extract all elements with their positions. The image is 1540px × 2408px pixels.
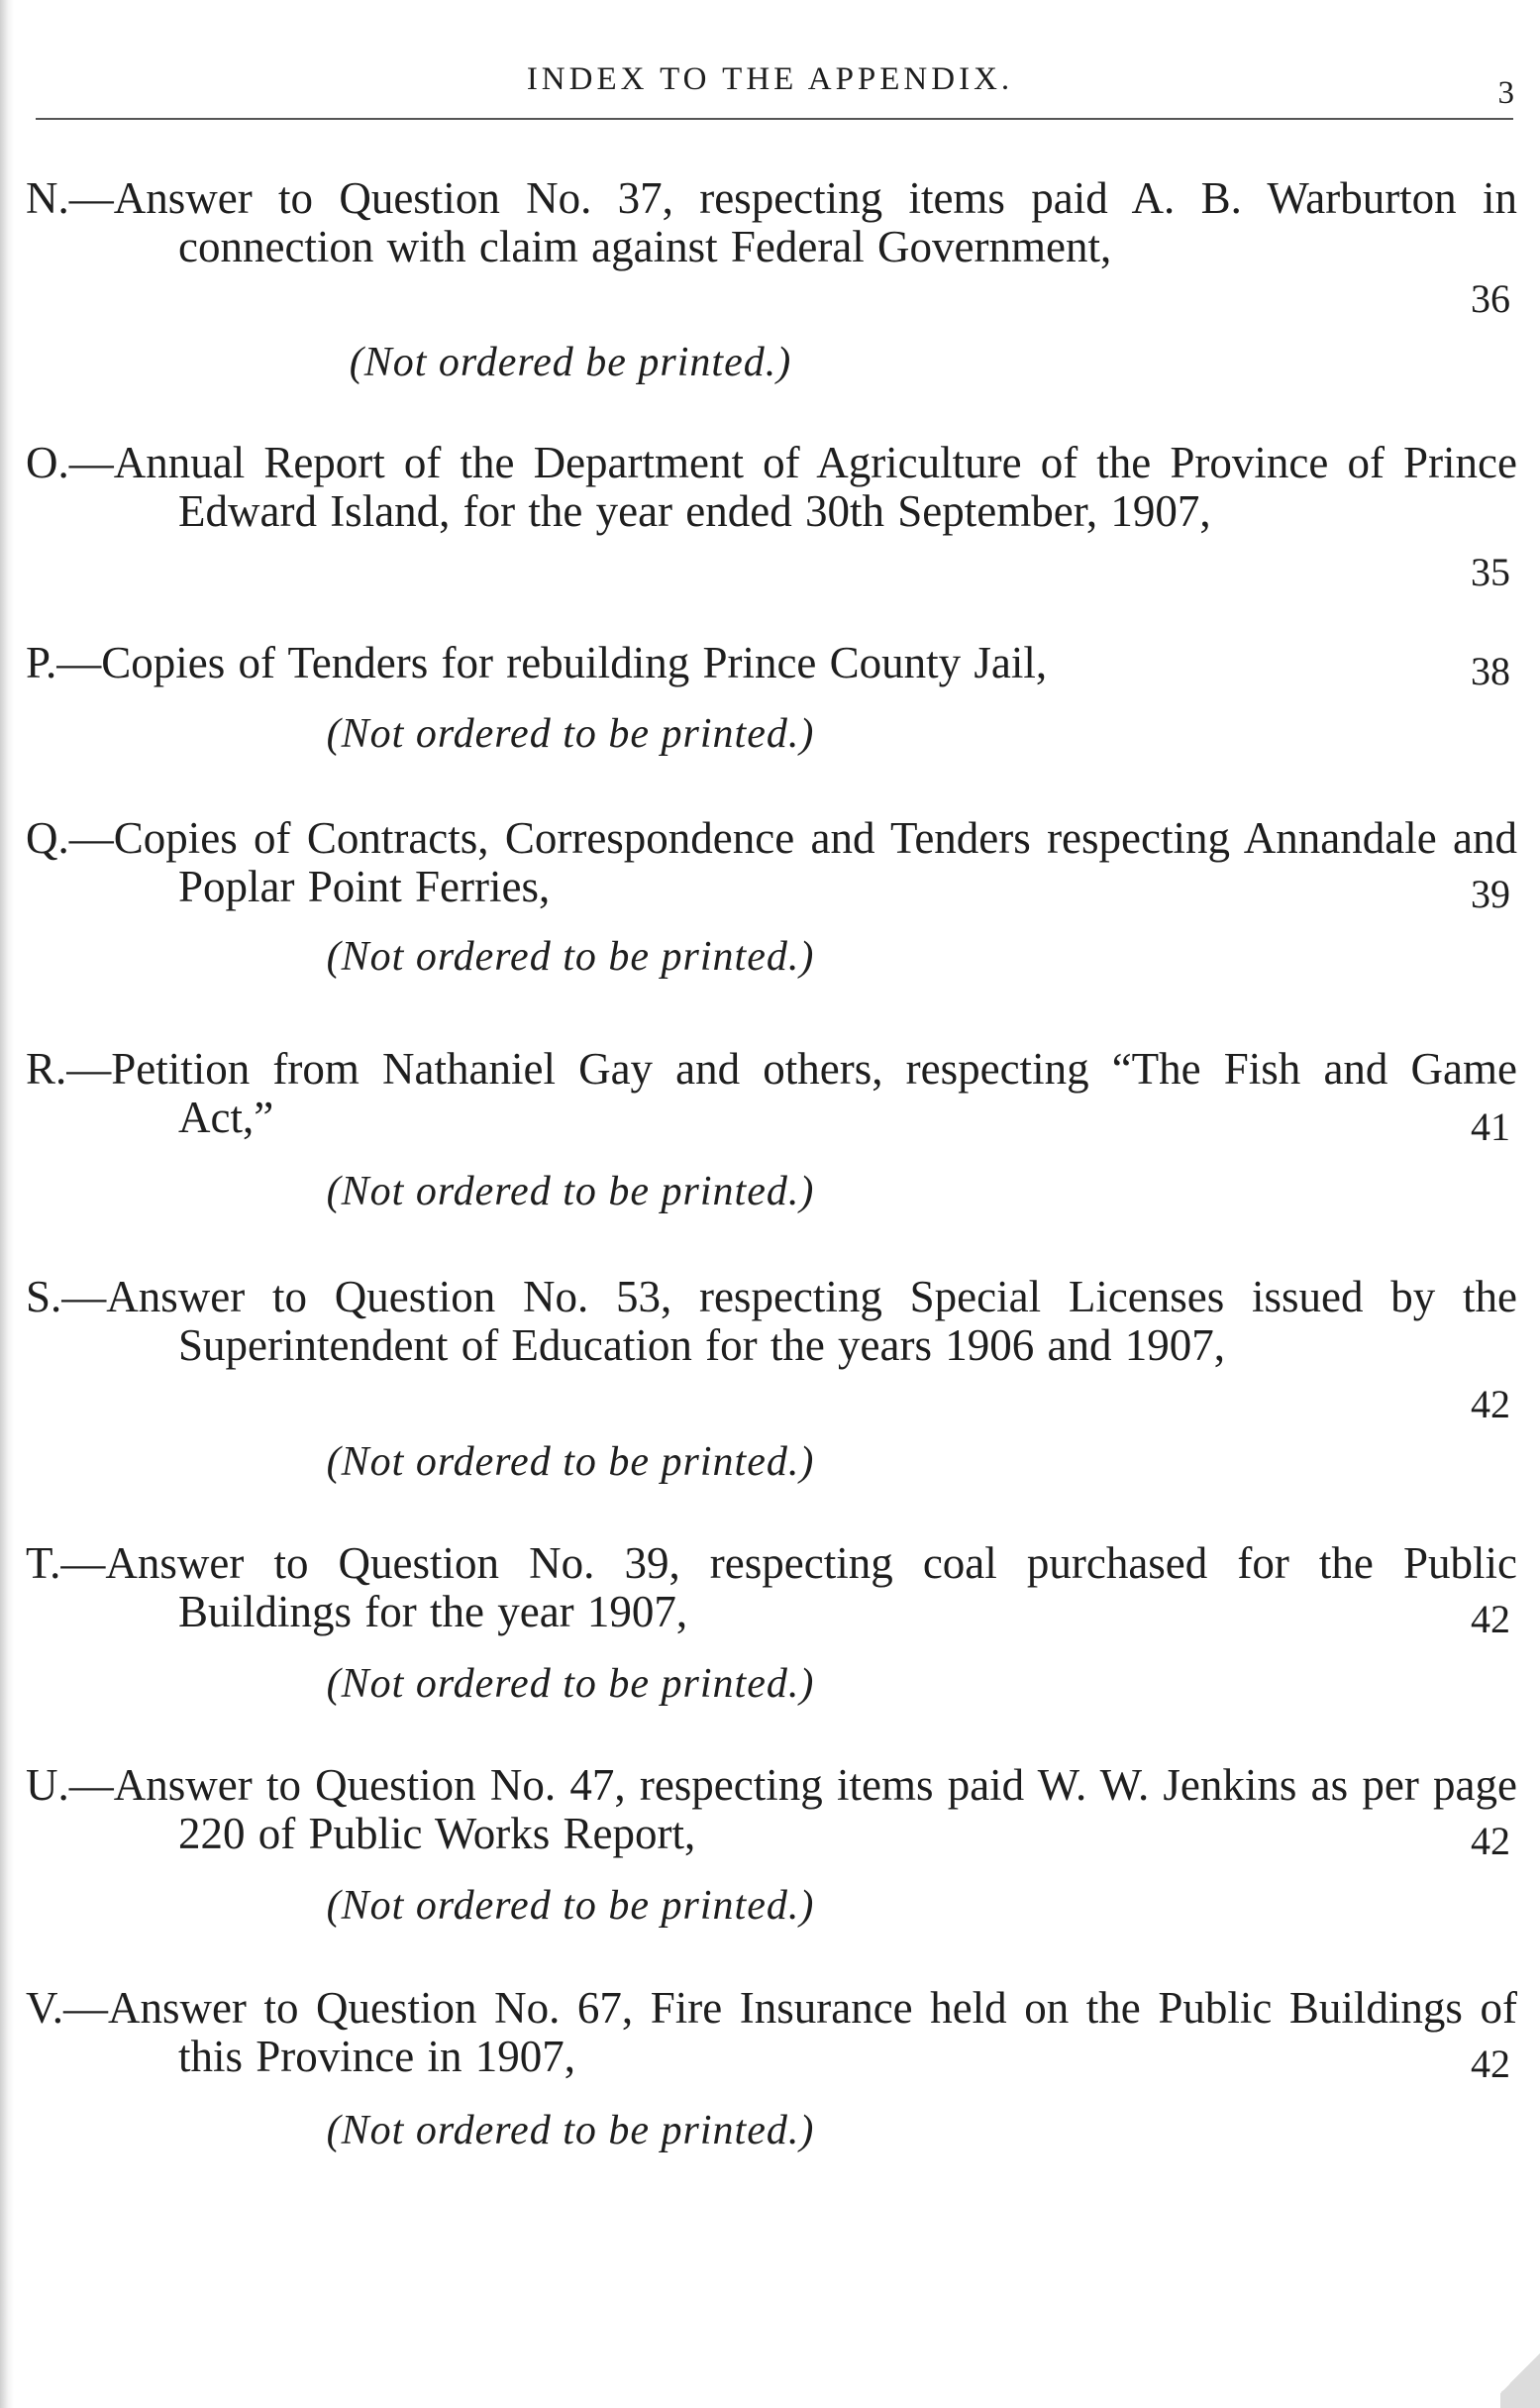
index-entry-o bbox=[26, 438, 1517, 594]
page-edge-shadow bbox=[0, 0, 14, 2408]
entry-text: V.—Answer to Question No. 67, Fire Insurance held on the Public Buildings of this Province in 1907, bbox=[26, 1983, 1517, 2081]
entry-note: (Not ordered to be printed.) bbox=[326, 934, 815, 980]
index-entry-q bbox=[26, 813, 1517, 980]
entry-text: O.—Annual Report of the Department of Agriculture of the Province of Prince Edward Island, for the year ended 30th September, 1907, bbox=[26, 438, 1517, 536]
index-entry-v bbox=[26, 1983, 1517, 2153]
entry-page-number: 39 bbox=[1471, 872, 1510, 916]
entry-text: P.—Copies of Tenders for rebuilding Prince County Jail, bbox=[26, 638, 1048, 687]
entry-note: (Not ordered to be printed.) bbox=[326, 1439, 815, 1485]
entry-page-number: 36 bbox=[1471, 276, 1510, 321]
page-number: 3 bbox=[1497, 75, 1514, 111]
entry-note: (Not ordered to be printed.) bbox=[326, 1169, 815, 1214]
entry-text: Q.—Copies of Contracts, Correspondence and Tenders respecting Annandale and Poplar Point Ferries, bbox=[26, 813, 1517, 911]
header-rule bbox=[36, 118, 1513, 120]
entry-text: N.—Answer to Question No. 37, respecting items paid A. B. Warburton in connection with claim against Federal Government, bbox=[26, 173, 1517, 271]
index-entry-u bbox=[26, 1760, 1517, 1929]
entry-text: U.—Answer to Question No. 47, respecting items paid W. W. Jenkins as per page 220 of Public Works Report, bbox=[26, 1760, 1517, 1858]
entry-note: (Not ordered to be printed.) bbox=[326, 711, 815, 757]
entry-text: R.—Petition from Nathaniel Gay and others, respecting “The Fish and Game Act,” bbox=[26, 1044, 1517, 1142]
index-entry-p bbox=[26, 638, 1516, 757]
entry-note: (Not ordered to be printed.) bbox=[326, 1661, 815, 1707]
index-entry-n bbox=[26, 173, 1517, 385]
entry-page-number: 42 bbox=[1471, 1597, 1510, 1641]
entry-page-number: 35 bbox=[1471, 550, 1510, 594]
page-corner-fold bbox=[1500, 2339, 1540, 2408]
index-entry-t bbox=[26, 1538, 1517, 1707]
entry-note: (Not ordered be printed.) bbox=[349, 340, 792, 385]
entry-note: (Not ordered to be printed.) bbox=[326, 1883, 815, 1929]
page-title: INDEX TO THE APPENDIX. bbox=[526, 61, 1014, 97]
entry-page-number: 42 bbox=[1471, 1819, 1510, 1863]
entry-page-number: 38 bbox=[1471, 649, 1510, 693]
entry-page-number: 42 bbox=[1471, 2042, 1510, 2086]
index-entry-r bbox=[26, 1044, 1517, 1214]
entry-text: T.—Answer to Question No. 39, respecting coal purchased for the Public Buildings for the year 1907, bbox=[26, 1538, 1517, 1636]
running-head bbox=[0, 61, 1540, 111]
entry-text: S.—Answer to Question No. 53, respecting Special Licenses issued by the Superintendent of Education for the years 1906 and 1907, bbox=[26, 1272, 1517, 1370]
entry-page-number: 42 bbox=[1471, 1382, 1510, 1426]
entry-page-number: 41 bbox=[1471, 1104, 1510, 1149]
index-entry-s bbox=[26, 1272, 1517, 1485]
entry-note: (Not ordered to be printed.) bbox=[326, 2108, 815, 2153]
